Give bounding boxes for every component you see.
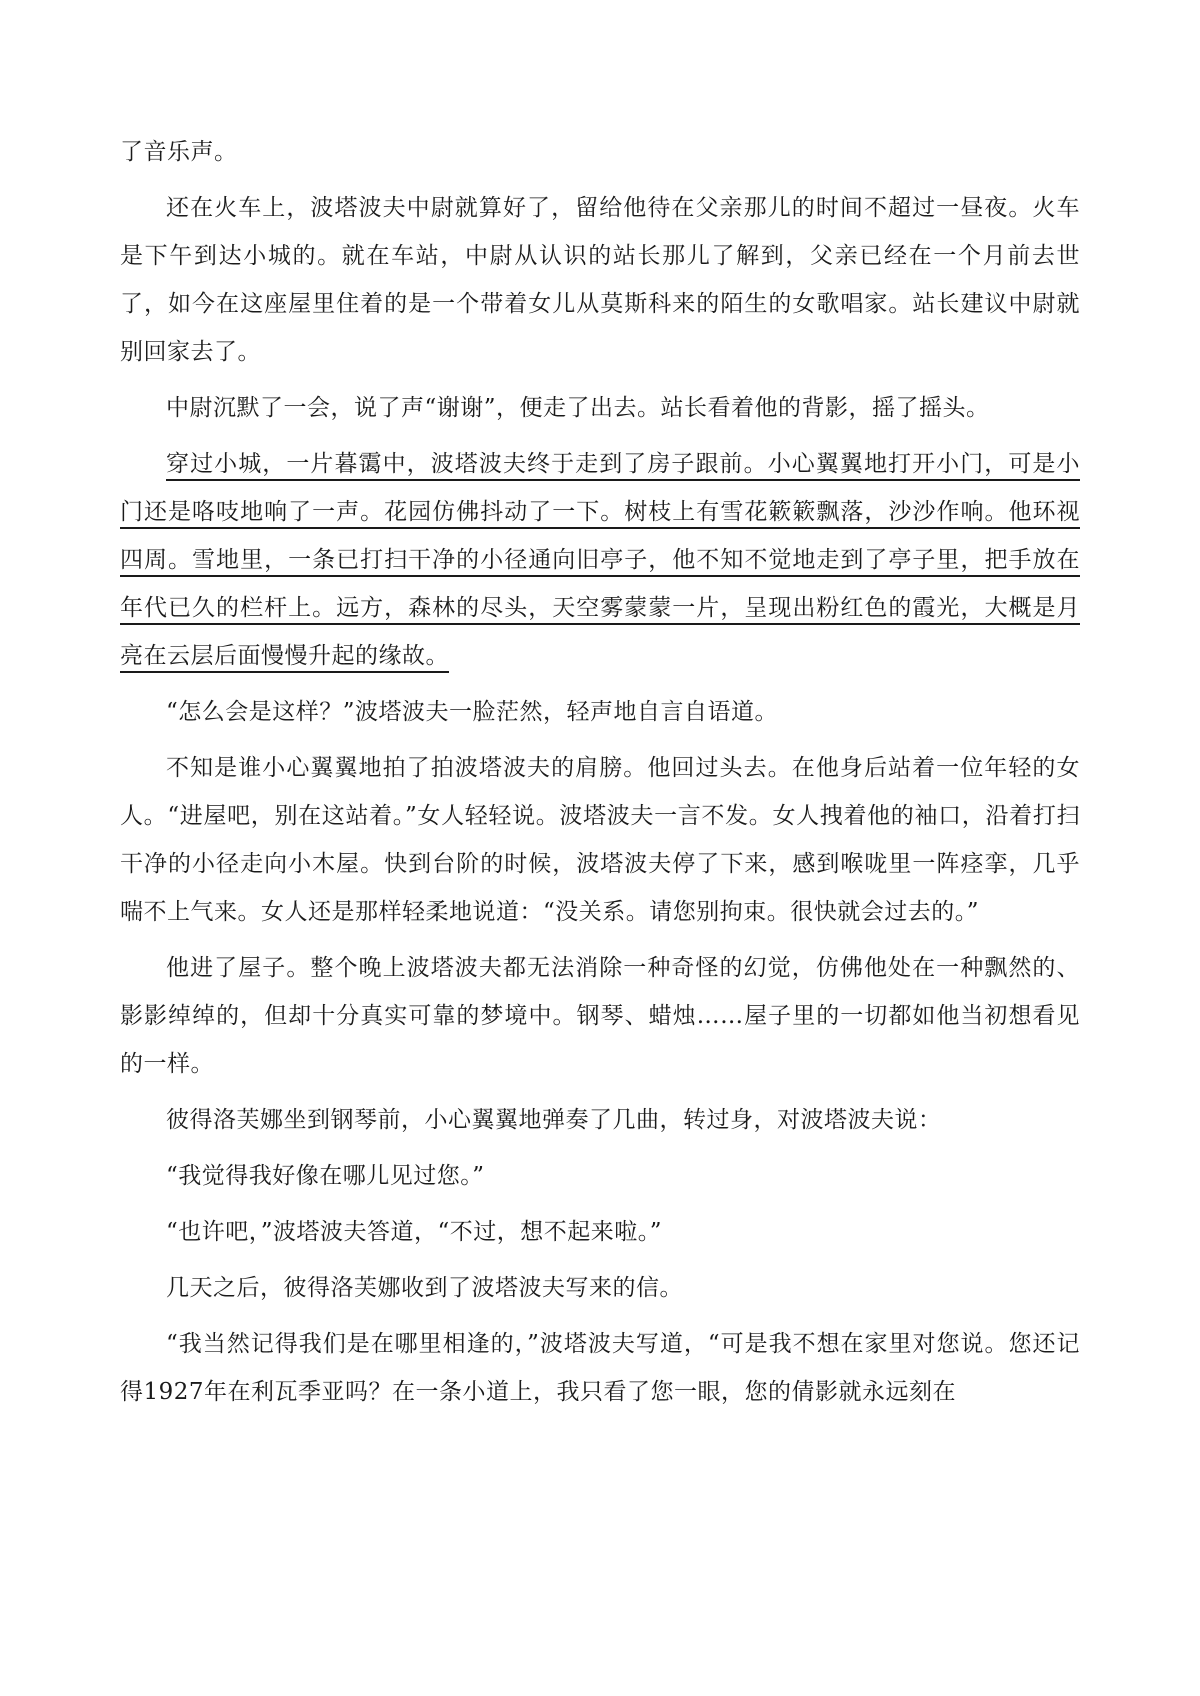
- paragraph-underlined: 穿过小城，一片暮霭中，波塔波夫终于走到了房子跟前。小心翼翼地打开小门，可是小门还是咯吱地响了一声。花园仿佛抖动了一下。树枝上有雪花簌簌飘落，沙沙作响。他环视四周。雪地里，一条已打扫干净的小径通向旧亭子，他不知不觉地走到了亭子里，把手放在年代已久的栏杆上。远方，森林的尽头，天空雾蒙蒙一片，呈现出粉红色的霞光，大概是月亮在云层后面慢慢升起的缘故。: [120, 451, 1080, 669]
- paragraph-8: 彼得洛芙娜坐到钢琴前，小心翼翼地弹奏了几曲，转过身，对波塔波夫说：: [166, 1107, 942, 1133]
- paragraph-2: 还在火车上，波塔波夫中尉就算好了，留给他待在父亲那儿的时间不超过一昼夜。火车是下午到达小城的。就在车站，中尉从认识的站长那儿了解到，父亲已经在一个月前去世了，如今在这座屋里住着的是一个带着女儿从莫斯科来的陌生的女歌唱家。站长建议中尉就别回家去了。: [120, 195, 1080, 365]
- document-page: [120, 128, 1080, 1424]
- paragraph-3: 中尉沉默了一会，说了声“谢谢”，便走了出去。站长看着他的背影，摇了摇头。: [166, 395, 990, 421]
- paragraph-9: “我觉得我好像在哪儿见过您。”: [166, 1163, 485, 1189]
- paragraph-10: “也许吧，”波塔波夫答道，“不过，想不起来啦。”: [166, 1219, 663, 1245]
- paragraph-6: 不知是谁小心翼翼地拍了拍波塔波夫的肩膀。他回过头去。在他身后站着一位年轻的女人。“进屋吧，别在这站着。”女人轻轻说。波塔波夫一言不发。女人拽着他的袖口，沿着打扫干净的小径走向小木屋。快到台阶的时候，波塔波夫停了下来，感到喉咙里一阵痉挛，几乎喘不上气来。女人还是那样轻柔地说道：“没关系。请您别拘束。很快就会过去的。”: [120, 755, 1080, 925]
- paragraph-12: “我当然记得我们是在哪里相逢的，”波塔波夫写道，“可是我不想在家里对您说。您还记得1927年在利瓦季亚吗？在一条小道上，我只看了您一眼，您的倩影就永远刻在: [120, 1331, 1080, 1405]
- paragraph-1: 了音乐声。: [120, 139, 238, 165]
- paragraph-11: 几天之后，彼得洛芙娜收到了波塔波夫写来的信。: [166, 1275, 683, 1301]
- paragraph-5: “怎么会是这样？”波塔波夫一脸茫然，轻声地自言自语道。: [166, 699, 779, 725]
- paragraph-7: 他进了屋子。整个晚上波塔波夫都无法消除一种奇怪的幻觉，仿佛他处在一种飘然的、影影绰绰的，但却十分真实可靠的梦境中。钢琴、蜡烛……屋子里的一切都如他当初想看见的一样。: [120, 955, 1080, 1077]
